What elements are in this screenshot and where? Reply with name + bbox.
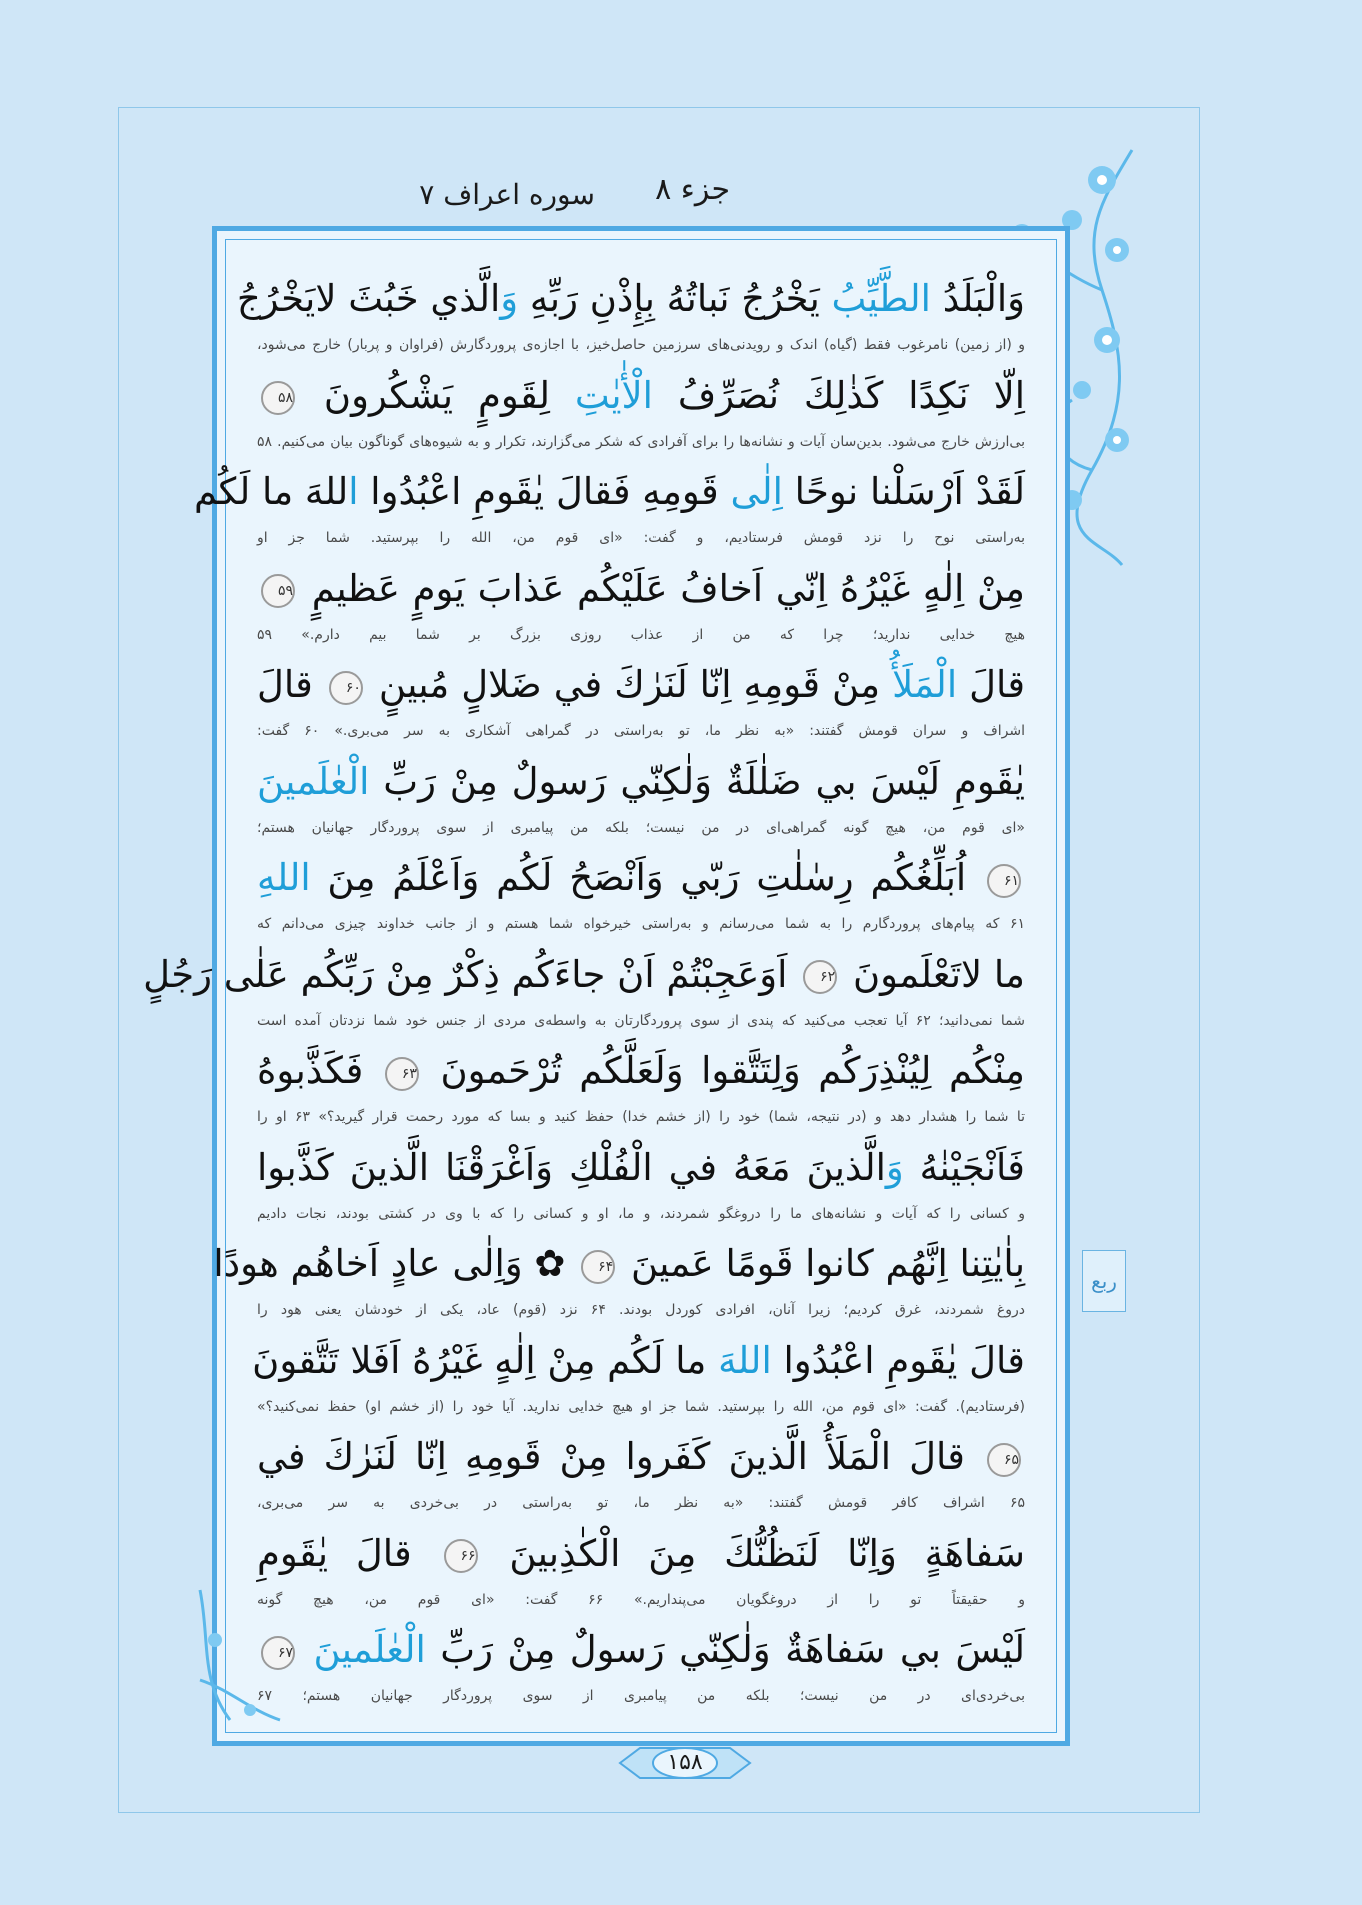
arabic-line (257, 1429, 1025, 1485)
arabic-text: يَخْرُجُ نَباتُهُ بِإِذْنِ رَبِّهِ (518, 277, 820, 320)
highlighted-word: وَ (885, 1145, 904, 1189)
verse-block (143, 947, 1025, 1044)
verse-number-marker: ۶۶ (444, 1539, 478, 1573)
verse-block (257, 561, 1025, 658)
persian-translation: ۶۱ که پیام‌های پروردگارم را به شما می‌رسانم و به‌راستی خیرخواه شما هستم و از جانب خداوند چیزی می‌دانم که (257, 916, 1025, 932)
verse-block (257, 754, 1025, 851)
arabic-text: يٰقَومِ لَيْسَ بي ضَلٰلَةٌ وَلٰكِنّي رَسولٌ مِنْ رَبِّ (369, 759, 1025, 803)
arabic-line (257, 561, 1025, 617)
arabic-line (257, 754, 1025, 810)
arabic-text: اُبَلِّغُكُم رِسٰلٰتِ رَبّي وَاَنْصَحُ لَكُم وَاَعْلَمُ مِنَ (310, 856, 983, 899)
arabic-text: مِنْ اِلٰهٍ غَيْرُهُ اِنّي اَخافُ عَلَيْكُم عَذابَ يَومٍ عَظيمٍ (299, 566, 1025, 610)
highlighted-word: الْعٰلَمينَ (257, 759, 370, 803)
highlighted-word: اِلٰى (730, 470, 783, 513)
persian-translation: دروغ شمردند، غرق کردیم؛ زیرا آنان، افرادی کوردل بودند. ۶۴ نزد (قوم) عاد، یکی از خودشان یعنی هود را (257, 1302, 1025, 1318)
arabic-text: اِلّا نَكِدًا كَذٰلِكَ نُصَرِّفُ (652, 373, 1025, 417)
verse-block (236, 271, 1025, 368)
persian-translation: شما نمی‌دانید؛ ۶۲ آیا تعجب می‌کنید که پندی از سوی پروردگارتان به واسطه‌ی مردی از جنس خود شما نزدتان آمده است (257, 1012, 1025, 1029)
arabic-line (143, 947, 1025, 1003)
verse-block (257, 368, 1025, 465)
verse-block (257, 1526, 1025, 1623)
arabic-text: ما لاتَعْلَمونَ (841, 952, 1025, 996)
juz-label: جزء ۸ (655, 172, 730, 207)
arabic-text: اَوَعَجِبْتُمْ اَنْ جاءَكُم ذِكْرٌ مِنْ رَبِّكُم عَلٰى رَجُلٍ (143, 952, 800, 996)
page-number-badge (610, 1740, 760, 1786)
arabic-line (257, 1043, 1025, 1099)
arabic-text: قالَ الْمَلَأُ الَّذينَ كَفَروا مِنْ قَومِهِ اِنّا لَنَرٰكَ في (257, 1435, 983, 1478)
verse-block (257, 850, 1025, 947)
verse-number-marker: ۶۰ (329, 671, 363, 705)
arabic-line (257, 368, 1025, 424)
page-number: ۱۵۸ (667, 1750, 703, 1775)
persian-translation: بی‌خردی‌ای در من نیست؛ بلکه من پیامبری از سوی پروردگار جهانیان هستم؛ ۶۷ (257, 1688, 1025, 1704)
persian-translation: هیچ خدایی ندارید؛ چرا که من از عذاب روزی بزرگ بر شما بیم دارم.» ۵۹ (257, 626, 1025, 643)
verse-number-marker: ۵۹ (261, 574, 295, 608)
verse-number-marker: ۶۲ (803, 960, 837, 994)
arabic-line (257, 1622, 1025, 1678)
verse-lines (143, 271, 1026, 1719)
highlighted-word: اللهِ (257, 856, 311, 899)
arabic-text: سَفاهَةٍ وَاِنّا لَنَظُنُّكَ مِنَ الْكٰذِبينَ (481, 1531, 1026, 1575)
text-frame (143, 226, 1070, 1746)
arabic-text: للهَ ما لَكُم (193, 470, 349, 513)
verse-block (257, 1140, 1025, 1237)
arabic-text: بِاٰيٰتِنا اِنَّهُم كانوا قَومًا عَمينَ (619, 1242, 1025, 1285)
persian-translation: و حقیقتاً تو را از دروغگویان می‌پنداریم.» ۶۶ گفت: «ای قوم من، هیچ گونه (257, 1591, 1025, 1608)
persian-translation: به‌راستی نوح را نزد قومش فرستادیم، و گفت: «ای قوم من، الله را بپرستید. شما جز او (257, 530, 1025, 546)
arabic-text: ما لَكُم مِنْ اِلٰهٍ غَيْرُهُ اَفَلا تَتَّقونَ (252, 1338, 719, 1382)
persian-translation: اشراف و سران قومش گفتند: «به نظر ما، تو به‌راستی در گمراهی آشکاری به سر می‌بری.» ۶۰ گفت: (257, 723, 1025, 739)
highlighted-word: الطَّيِّبُ (819, 277, 931, 320)
page-header (360, 172, 730, 222)
arabic-text: الَّذينَ مَعَهُ في الْفُلْكِ وَاَغْرَقْنَا الَّذينَ كَذَّبوا (257, 1145, 886, 1189)
verse-number-marker: ۶۴ (581, 1250, 615, 1284)
arabic-text: وَالْبَلَدُ (930, 277, 1025, 320)
persian-translation: تا شما را هشدار دهد و (در نتیجه، شما) خود را (از خشم خدا) حفظ کنید و بسا که مورد رحمت قرار گیرید؟» ۶۳ او را (257, 1109, 1025, 1125)
verse-number-marker: ۶۱ (987, 864, 1021, 898)
arabic-line (193, 464, 1025, 520)
highlighted-word: اللهَ (718, 1338, 772, 1382)
verse-number-marker: ۵۸ (261, 381, 295, 415)
persian-translation: و (از زمین) نامرغوب فقط (گیاه) اندک و رویدنی‌های سرزمین حاصل‌خیز، با اجازه‌ی پروردگارش (فراوان و پربار) خارج می‌شود، (257, 337, 1025, 353)
highlighted-word: الْمَلَأُ (892, 663, 958, 706)
arabic-text: فَاَنْجَيْنٰهُ (903, 1145, 1025, 1189)
arabic-text: الَّذي خَبُثَ لايَخْرُجُ (236, 277, 501, 320)
persian-translation: و کسانی را که آیات و نشانه‌های ما را دروغگو شمردند، و ما، او و کسانی را که با وی در کشتی بودند، نجات دادیم (257, 1205, 1025, 1222)
arabic-text: مِنْكُم لِيُنْذِرَكُم وَلِتَتَّقوا وَلَعَلَّكُم تُرْحَمونَ (422, 1049, 1025, 1092)
verse-number-marker: ۶۵ (987, 1443, 1021, 1477)
hizb-marker: ربع (1082, 1250, 1126, 1312)
verse-block (257, 1429, 1025, 1526)
verse-block (193, 464, 1025, 561)
verse-number-marker: ۶۳ (385, 1057, 419, 1091)
floral-corner-ornament (190, 1580, 340, 1730)
verse-block (252, 1333, 1025, 1430)
highlighted-word: وَ (500, 277, 519, 320)
arabic-text: فَكَذَّبوهُ (257, 1049, 381, 1092)
arabic-text: قالَ (957, 663, 1026, 706)
verse-number-marker: ۶۷ (261, 1636, 295, 1670)
persian-translation: «ای قوم من، هیچ گونه گمراهی‌ای در من نیست؛ بلکه من پیامبری از سوی پروردگار جهانیان هستم؛ (257, 819, 1025, 836)
arabic-text: قَومِهِ فَقالَ يٰقَومِ اعْبُدُوا (358, 470, 731, 513)
arabic-line (257, 1526, 1025, 1582)
verse-block (257, 1622, 1025, 1719)
highlighted-word: الْعٰلَمينَ (313, 1628, 426, 1671)
arabic-text: لَقَدْ اَرْسَلْنا نوحًا (782, 470, 1025, 513)
arabic-line (252, 1333, 1025, 1389)
persian-translation: (فرستادیم). گفت: «ای قوم من، الله را بپرستید. شما جز او هیچ خدایی ندارید. آیا خود را (از خشم او) حفظ نمی‌کنید؟» (257, 1398, 1025, 1415)
highlighted-word: ا (348, 470, 359, 513)
verse-block (257, 657, 1025, 754)
arabic-text: قالَ (257, 663, 325, 706)
arabic-line (236, 271, 1025, 327)
verse-block (213, 1236, 1025, 1333)
arabic-text: ✿ وَاِلٰى عادٍ اَخاهُم هودًا (213, 1242, 578, 1285)
persian-translation: بی‌ارزش خارج می‌شود. بدین‌سان آیات و نشانه‌ها را برای آفرادی که شکر می‌گزارند، تکرار و به شیوه‌های گوناگون بیان می‌کنیم. ۵۸ (257, 433, 1025, 450)
arabic-line (213, 1236, 1025, 1292)
highlighted-word: الْأٰيٰتِ (550, 373, 653, 417)
arabic-text: لَيْسَ بي سَفاهَةٌ وَلٰكِنّي رَسولٌ مِنْ رَبِّ (425, 1628, 1026, 1671)
arabic-text: مِنْ قَومِهِ اِنّا لَنَرٰكَ في ضَلالٍ مُبينٍ (366, 663, 893, 706)
arabic-text: قالَ يٰقَومِ (257, 1531, 440, 1575)
surah-label: سوره اعراف ۷ (419, 178, 595, 211)
arabic-line (257, 850, 1025, 906)
arabic-text: قالَ يٰقَومِ اعْبُدُوا (771, 1338, 1025, 1382)
persian-translation: ۶۵ اشراف کافر قومش گفتند: «به نظر ما، تو به‌راستی در بی‌خردی به سر می‌بری، (257, 1495, 1025, 1511)
arabic-text: لِقَومٍ يَشْكُرونَ (299, 373, 551, 417)
verse-block (257, 1043, 1025, 1140)
arabic-line (257, 657, 1025, 713)
arabic-line (257, 1140, 1025, 1196)
